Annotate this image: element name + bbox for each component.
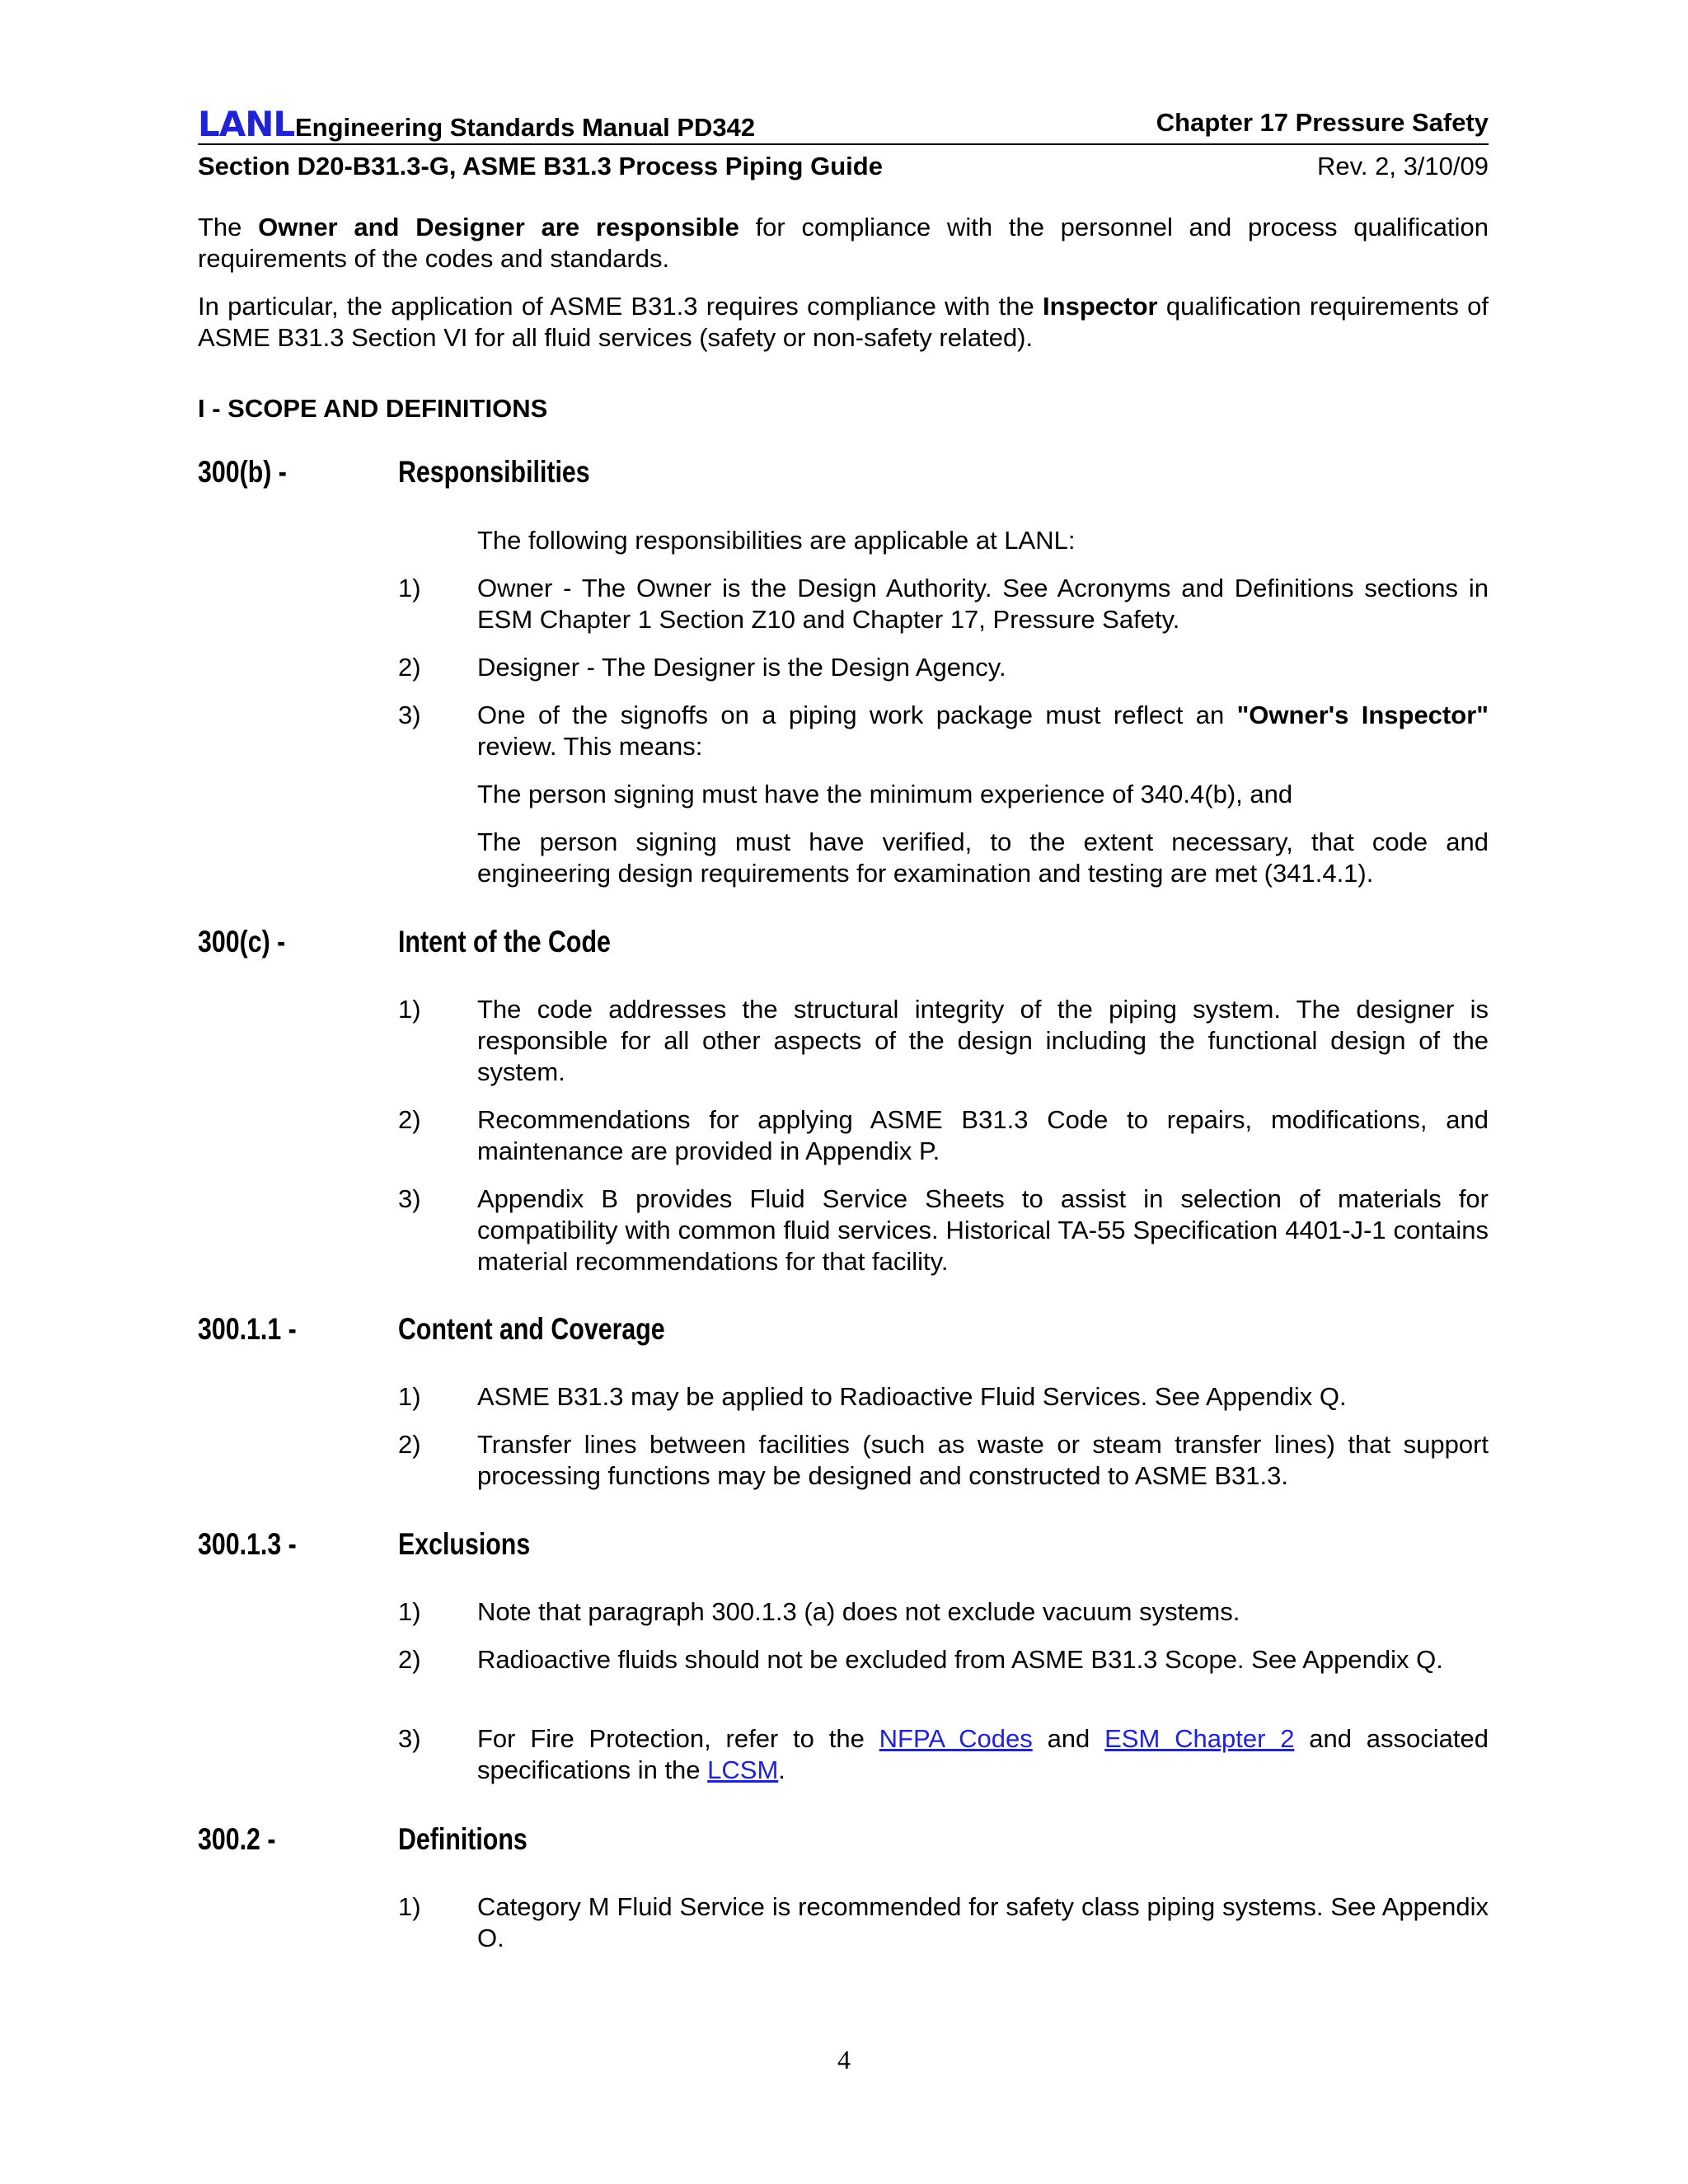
list-item: Recommendations for applying ASME B31.3 Code to repairs, modifications, and maintenance are provided in Appendix P. [477,1105,1489,1165]
list-number: 1) [398,1382,421,1411]
list-item-owner: Owner - The Owner is the Design Authority. See Acronyms and Definitions sections in ESM Chapter 1 Section Z10 and Chapter 17, Pressure Safety. [477,574,1489,634]
inspector-requirement-1: The person signing must have the minimum experience of 340.4(b), and [477,780,1293,808]
list-item-fire-protection: For Fire Protection, refer to the NFPA Codes and ESM Chapter 2 and associated specifications in the LCSM. [477,1724,1489,1784]
section-title-responsibilities: Responsibilities [398,455,590,489]
list-item: The code addresses the structural integrity of the piping system. The designer is responsible for all other aspects of the design including the functional design of the system. [477,995,1489,1086]
lcsm-link[interactable]: LCSM [707,1755,779,1784]
list-number: 3) [398,701,421,729]
section-number-300b: 300(b) - [198,455,287,489]
list-number: 3) [398,1184,421,1213]
list-number: 2) [398,653,421,682]
list-item: Transfer lines between facilities (such as waste or steam transfer lines) that support processing functions may be designed and constructed to ASME B31.3. [477,1430,1489,1490]
scope-heading: I - SCOPE AND DEFINITIONS [198,394,548,423]
list-item: ASME B31.3 may be applied to Radioactive Fluid Services. See Appendix Q. [477,1382,1347,1411]
list-number: 1) [398,1597,421,1626]
section-title-content-coverage: Content and Coverage [398,1312,665,1346]
list-item: Appendix B provides Fluid Service Sheets to assist in selection of materials for compatibility with common fluid services. Historical TA-55 Specification 4401-J-1 contains material recommendations for that facility. [477,1184,1489,1276]
list-item: Radioactive fluids should not be excluded from ASME B31.3 Scope. See Appendix Q. [477,1645,1443,1674]
section-number-300c: 300(c) - [198,925,286,958]
section-number-300-1-1: 300.1.1 - [198,1312,297,1346]
section-number-300-1-3: 300.1.3 - [198,1527,297,1561]
section-title: Section D20-B31.3-G, ASME B31.3 Process Piping Guide [198,152,883,180]
page-number: 4 [837,2045,851,2074]
manual-title: Engineering Standards Manual PD342 [295,113,756,142]
list-number: 1) [398,574,421,602]
chapter-title: Chapter 17 Pressure Safety [1156,108,1489,137]
section-title-definitions: Definitions [398,1822,528,1856]
intro-paragraph-1: The Owner and Designer are responsible for compliance with the personnel and process qualification requirements of the codes and standards. [198,213,1489,273]
section-title-intent-of-code: Intent of the Code [398,925,611,958]
page-subheader [198,153,1489,186]
list-item: Category M Fluid Service is recommended for safety class piping systems. See Appendix O. [477,1892,1489,1952]
list-number: 1) [398,1892,421,1921]
esm-chapter-2-link[interactable]: ESM Chapter 2 [1104,1724,1295,1753]
section-number-300-2: 300.2 - [198,1822,276,1856]
list-item-owners-inspector: One of the signoffs on a piping work package must reflect an "Owner's Inspector" review. This means: [477,701,1489,761]
list-number: 2) [398,1105,421,1134]
list-number: 2) [398,1430,421,1459]
responsibilities-lead: The following responsibilities are applicable at LANL: [477,526,1076,555]
intro-paragraph-2: In particular, the application of ASME B31.3 requires compliance with the Inspector qualification requirements of ASME B31.3 Section VI for all fluid services (safety or non-safety related). [198,292,1489,352]
inspector-requirement-2: The person signing must have verified, to the extent necessary, that code and engineering design requirements for examination and testing are met (341.4.1). [477,827,1489,888]
list-number: 3) [398,1724,421,1753]
list-item: Note that paragraph 300.1.3 (a) does not exclude vacuum systems. [477,1597,1240,1626]
page-header [198,97,1489,145]
lanl-logo: LANL [198,104,295,144]
list-number: 1) [398,995,421,1024]
section-title-exclusions: Exclusions [398,1527,531,1561]
revision-date: Rev. 2, 3/10/09 [1317,152,1489,180]
nfpa-codes-link[interactable]: NFPA Codes [879,1724,1033,1753]
list-item-designer: Designer - The Designer is the Design Agency. [477,653,1006,682]
list-number: 2) [398,1645,421,1674]
